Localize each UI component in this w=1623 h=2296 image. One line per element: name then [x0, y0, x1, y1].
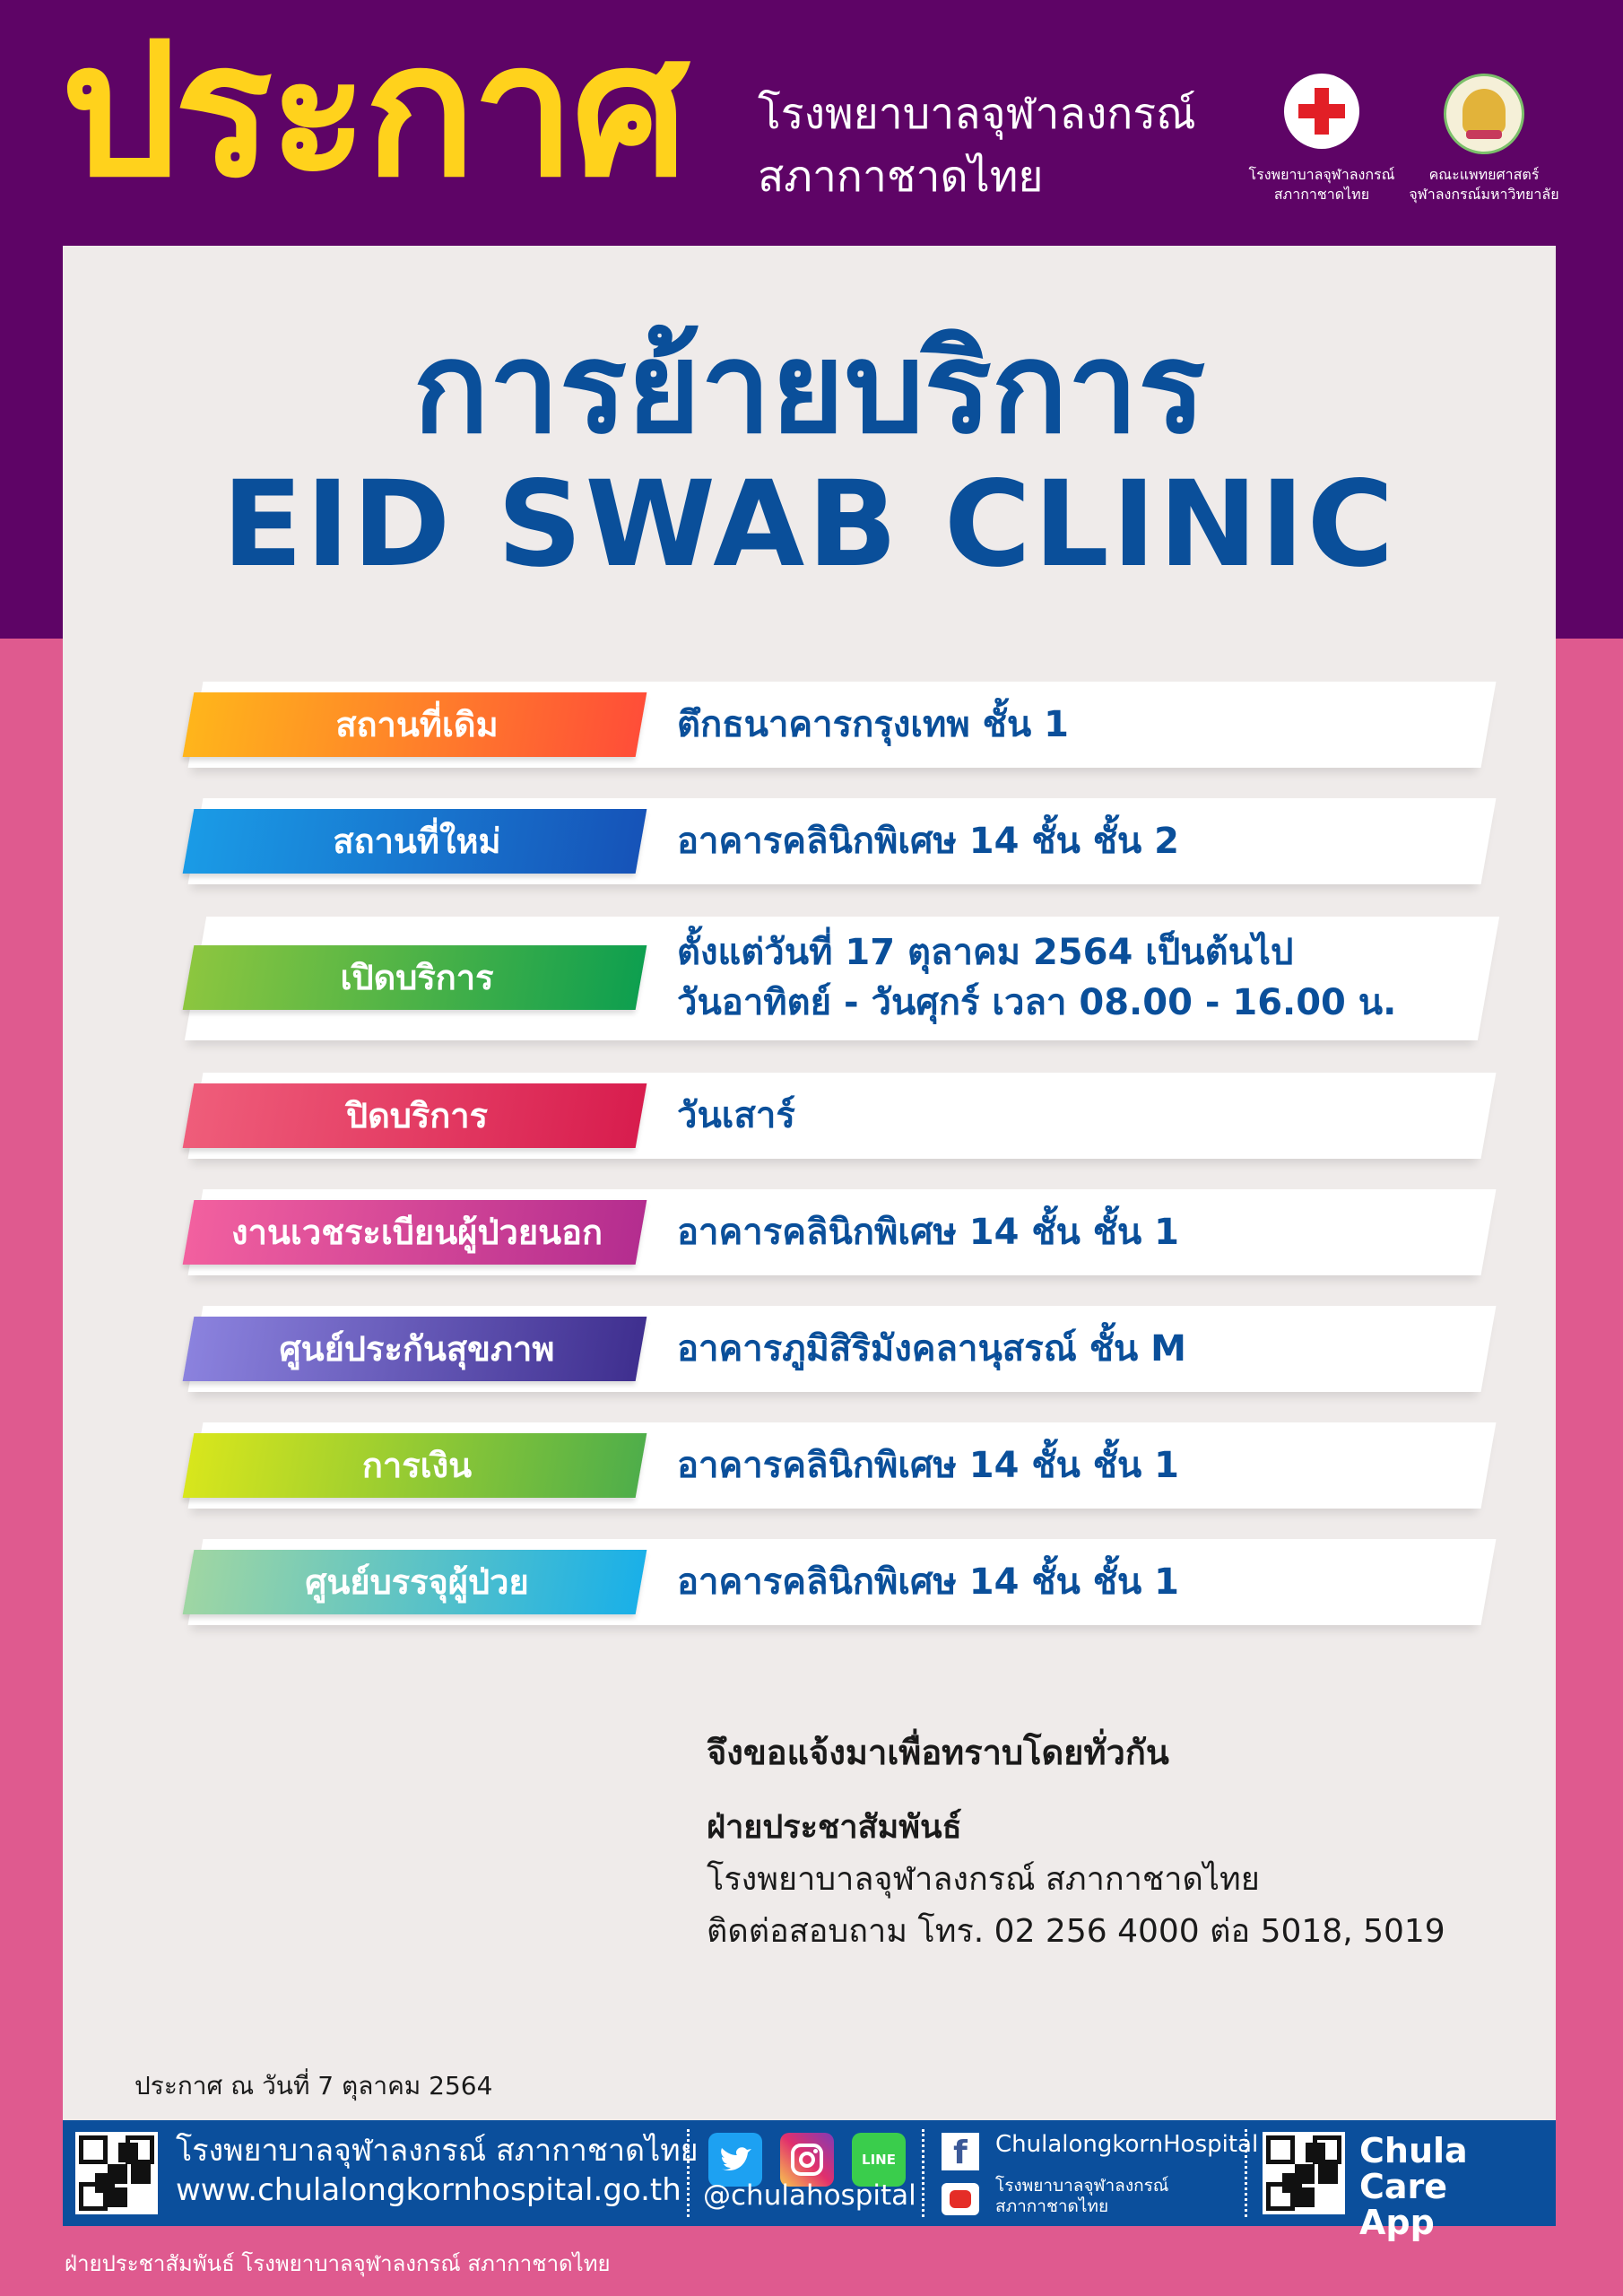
logo2-caption-line1: คณะแพทยศาสตร์: [1428, 166, 1540, 183]
facebook-icon[interactable]: f: [942, 2133, 979, 2170]
footer-divider: [687, 2129, 690, 2217]
row-value: อาคารคลินิกพิเศษ 14 ชั้น ชั้น 1: [677, 1212, 1179, 1253]
faculty-logo-caption: [1392, 165, 1576, 204]
row-label: สถานที่ใหม่: [333, 822, 501, 861]
row-value: ตึกธนาคารกรุงเทพ ชั้น 1: [677, 704, 1069, 745]
row-value: อาคารคลินิกพิเศษ 14 ชั้น ชั้น 1: [677, 1445, 1179, 1486]
logo1-caption-line2: สภากาชาดไทย: [1273, 186, 1370, 203]
announcement-card: [63, 246, 1556, 2120]
facebook-page-name[interactable]: ChulalongkornHospital: [995, 2131, 1259, 2158]
logo1-caption-line1: โรงพยาบาลจุฬาลงกรณ์: [1248, 166, 1395, 183]
red-cross-logo-icon: [1284, 74, 1359, 149]
footer-org-name: โรงพยาบาลจุฬาลงกรณ์ สภากาชาดไทย: [176, 2133, 699, 2169]
row-value: อาคารคลินิกพิเศษ 14 ชั้น ชั้น 1: [677, 1561, 1179, 1603]
header-org-line1: โรงพยาบาลจุฬาลงกรณ์: [758, 89, 1196, 139]
row-label: การเงิน: [361, 1446, 473, 1485]
youtube-channel-line1: โรงพยาบาลจุฬาลงกรณ์: [995, 2176, 1169, 2196]
row-value-line2: วันอาทิตย์ - วันศุกร์ เวลา 08.00 - 16.00 น.: [677, 982, 1397, 1023]
youtube-channel-line2: สภากาชาดไทย: [995, 2196, 1109, 2216]
app-qr-code-icon: [1263, 2132, 1345, 2214]
row-label: งานเวชระเบียนผู้ป่วยนอก: [231, 1213, 603, 1252]
info-row-outpatient-records: [188, 1189, 1488, 1275]
line-icon[interactable]: [852, 2133, 906, 2187]
info-row-old-location: [188, 682, 1488, 768]
row-value: อาคารคลินิกพิเศษ 14 ชั้น ชั้น 2: [677, 821, 1179, 862]
notice-organization: โรงพยาบาลจุฬาลงกรณ์ สภากาชาดไทย: [707, 1861, 1260, 1898]
row-label: เปิดบริการ: [340, 958, 494, 997]
twitter-icon[interactable]: [708, 2133, 762, 2187]
app-name-line2: App: [1359, 2203, 1435, 2242]
website-qr-code-icon: [75, 2132, 158, 2214]
website-link[interactable]: www.chulalongkornhospital.go.th: [176, 2172, 681, 2208]
row-label: ศูนย์บรรจุผู้ป่วย: [305, 1562, 529, 1602]
faculty-seal-logo-icon: [1444, 74, 1524, 154]
app-name-line1: Chula Care: [1359, 2131, 1468, 2206]
info-row-health-insurance: [188, 1306, 1488, 1392]
row-value: อาคารภูมิสิริมังคลานุสรณ์ ชั้น M: [677, 1328, 1186, 1370]
row-value-line1: ตั้งแต่วันที่ 17 ตุลาคม 2564 เป็นต้นไป: [677, 932, 1294, 973]
notice-contact: ติดต่อสอบถาม โทร. 02 256 4000 ต่อ 5018, 5019: [707, 1913, 1445, 1950]
red-cross-logo-caption: [1239, 165, 1404, 204]
header-org-name: [758, 83, 1196, 208]
footer-org-block: [176, 2131, 699, 2210]
line-icon-label: LINE: [862, 2152, 896, 2168]
footer-divider: [922, 2129, 924, 2217]
youtube-icon[interactable]: [942, 2183, 979, 2215]
header-org-line2: สภากาชาดไทย: [758, 152, 1044, 202]
row-label: ปิดบริการ: [345, 1096, 489, 1135]
app-name[interactable]: [1359, 2133, 1556, 2240]
info-row-closed: [188, 1073, 1488, 1159]
title-english: EID SWAB CLINIC: [221, 456, 1397, 594]
row-label: ศูนย์ประกันสุขภาพ: [279, 1329, 555, 1369]
info-row-opening: [188, 917, 1488, 1040]
logo2-caption-line2: จุฬาลงกรณ์มหาวิทยาลัย: [1409, 186, 1559, 203]
title-thai: การย้ายบริการ: [412, 316, 1206, 462]
info-row-new-location: [188, 798, 1488, 884]
row-label: สถานที่เดิม: [335, 705, 499, 744]
footer-bar: [63, 2120, 1556, 2242]
info-row-finance: [188, 1422, 1488, 1509]
social-handle[interactable]: @chulahospital: [703, 2179, 916, 2212]
row-value: วันเสาร์: [677, 1095, 795, 1136]
notice-line: จึงขอแจ้งมาเพื่อทราบโดยทั่วกัน: [707, 1733, 1169, 1772]
footer-divider: [1245, 2129, 1247, 2217]
info-row-admission: [188, 1539, 1488, 1625]
youtube-channel-name[interactable]: [995, 2176, 1168, 2217]
notice-department: ฝ่ายประชาสัมพันธ์: [707, 1809, 962, 1846]
page-headline: ประกาศ: [61, 4, 685, 218]
announcement-date: ประกาศ ณ วันที่ 7 ตุลาคม 2564: [135, 2071, 493, 2100]
instagram-icon[interactable]: [780, 2133, 834, 2187]
credit-line: ฝ่ายประชาสัมพันธ์ โรงพยาบาลจุฬาลงกรณ์ สภากาชาดไทย: [65, 2251, 611, 2276]
